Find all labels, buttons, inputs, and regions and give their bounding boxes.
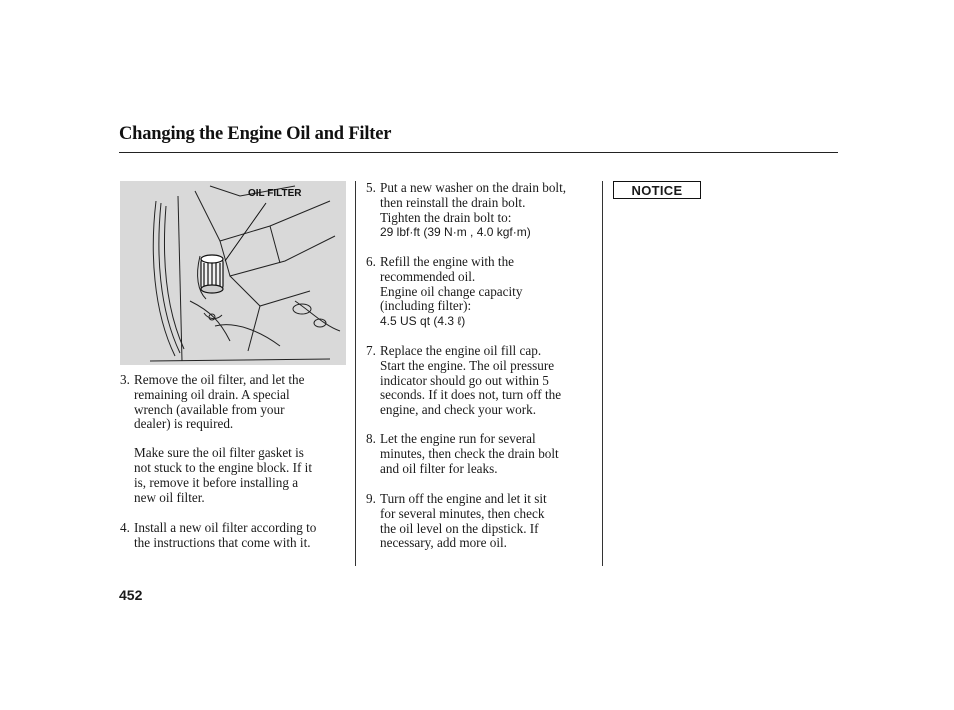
step-line: dealer) is required. [134, 416, 234, 432]
step-line: engine, and check your work. [380, 402, 536, 418]
step-line: the oil level on the dipstick. If [380, 520, 539, 536]
step-line: wrench (available from your [134, 401, 285, 417]
step-number: 3. [120, 372, 130, 387]
step-number: 4. [120, 520, 130, 535]
step-line: seconds. If it does not, turn off the [380, 387, 562, 403]
step-text [134, 521, 316, 551]
step-text [380, 344, 561, 418]
step-line: minutes, then check the drain bolt [380, 445, 559, 461]
notice-box: NOTICE [613, 181, 701, 199]
step-number: 7. [366, 343, 376, 358]
step-number: 9. [366, 491, 376, 506]
step-line: Replace the engine oil fill cap. [380, 343, 542, 358]
step-line: Install a new oil filter according to [134, 520, 317, 535]
step-line: and oil filter for leaks. [380, 460, 498, 476]
step-line: (including filter): [380, 298, 472, 314]
page-number: 452 [119, 587, 143, 603]
step-text [380, 181, 566, 240]
step-line: the instructions that come with it. [134, 534, 311, 550]
step-number: 8. [366, 431, 376, 446]
engine-underside-drawing [120, 181, 346, 365]
step-line: then reinstall the drain bolt. [380, 194, 526, 210]
step-text [380, 492, 547, 551]
title-divider [119, 152, 838, 153]
step-line: indicator should go out within 5 [380, 372, 549, 388]
step-line: recommended oil. [380, 268, 476, 284]
step-line: for several minutes, then check [380, 505, 545, 521]
oil-filter-illustration [120, 181, 346, 365]
step-line: new oil filter. [134, 489, 205, 505]
step-text [380, 255, 522, 329]
torque-spec: 29 lbf·ft (39 N·m , 4.0 kgf·m) [380, 225, 531, 240]
step-line: Put a new washer on the drain bolt, [380, 180, 567, 195]
leader-line [225, 203, 266, 261]
step-line: Remove the oil filter, and let the [134, 372, 305, 387]
step-line: is, remove it before installing a [134, 474, 299, 490]
page-title: Changing the Engine Oil and Filter [119, 124, 392, 144]
step-line: Let the engine run for several [380, 431, 536, 446]
column-divider-1 [355, 181, 356, 566]
step-line: Make sure the oil filter gasket is [134, 445, 304, 461]
oil-filter-label: OIL FILTER [248, 188, 302, 199]
step-line: remaining oil drain. A special [134, 386, 290, 402]
step-line: not stuck to the engine block. If it [134, 459, 312, 475]
step-number: 5. [366, 180, 376, 195]
step-text [134, 373, 312, 505]
oil-capacity-spec: 4.5 US qt (4.3 ℓ) [380, 314, 466, 329]
step-line: Start the engine. The oil pressure [380, 357, 555, 373]
step-line: Engine oil change capacity [380, 283, 523, 299]
spacer [134, 432, 312, 446]
step-line: Turn off the engine and let it sit [380, 491, 547, 506]
step-line: necessary, add more oil. [380, 535, 507, 551]
step-line: Tighten the drain bolt to: [380, 209, 512, 225]
step-line: Refill the engine with the [380, 254, 515, 269]
column-divider-2 [602, 181, 603, 566]
step-text [380, 432, 559, 476]
step-number: 6. [366, 254, 376, 269]
